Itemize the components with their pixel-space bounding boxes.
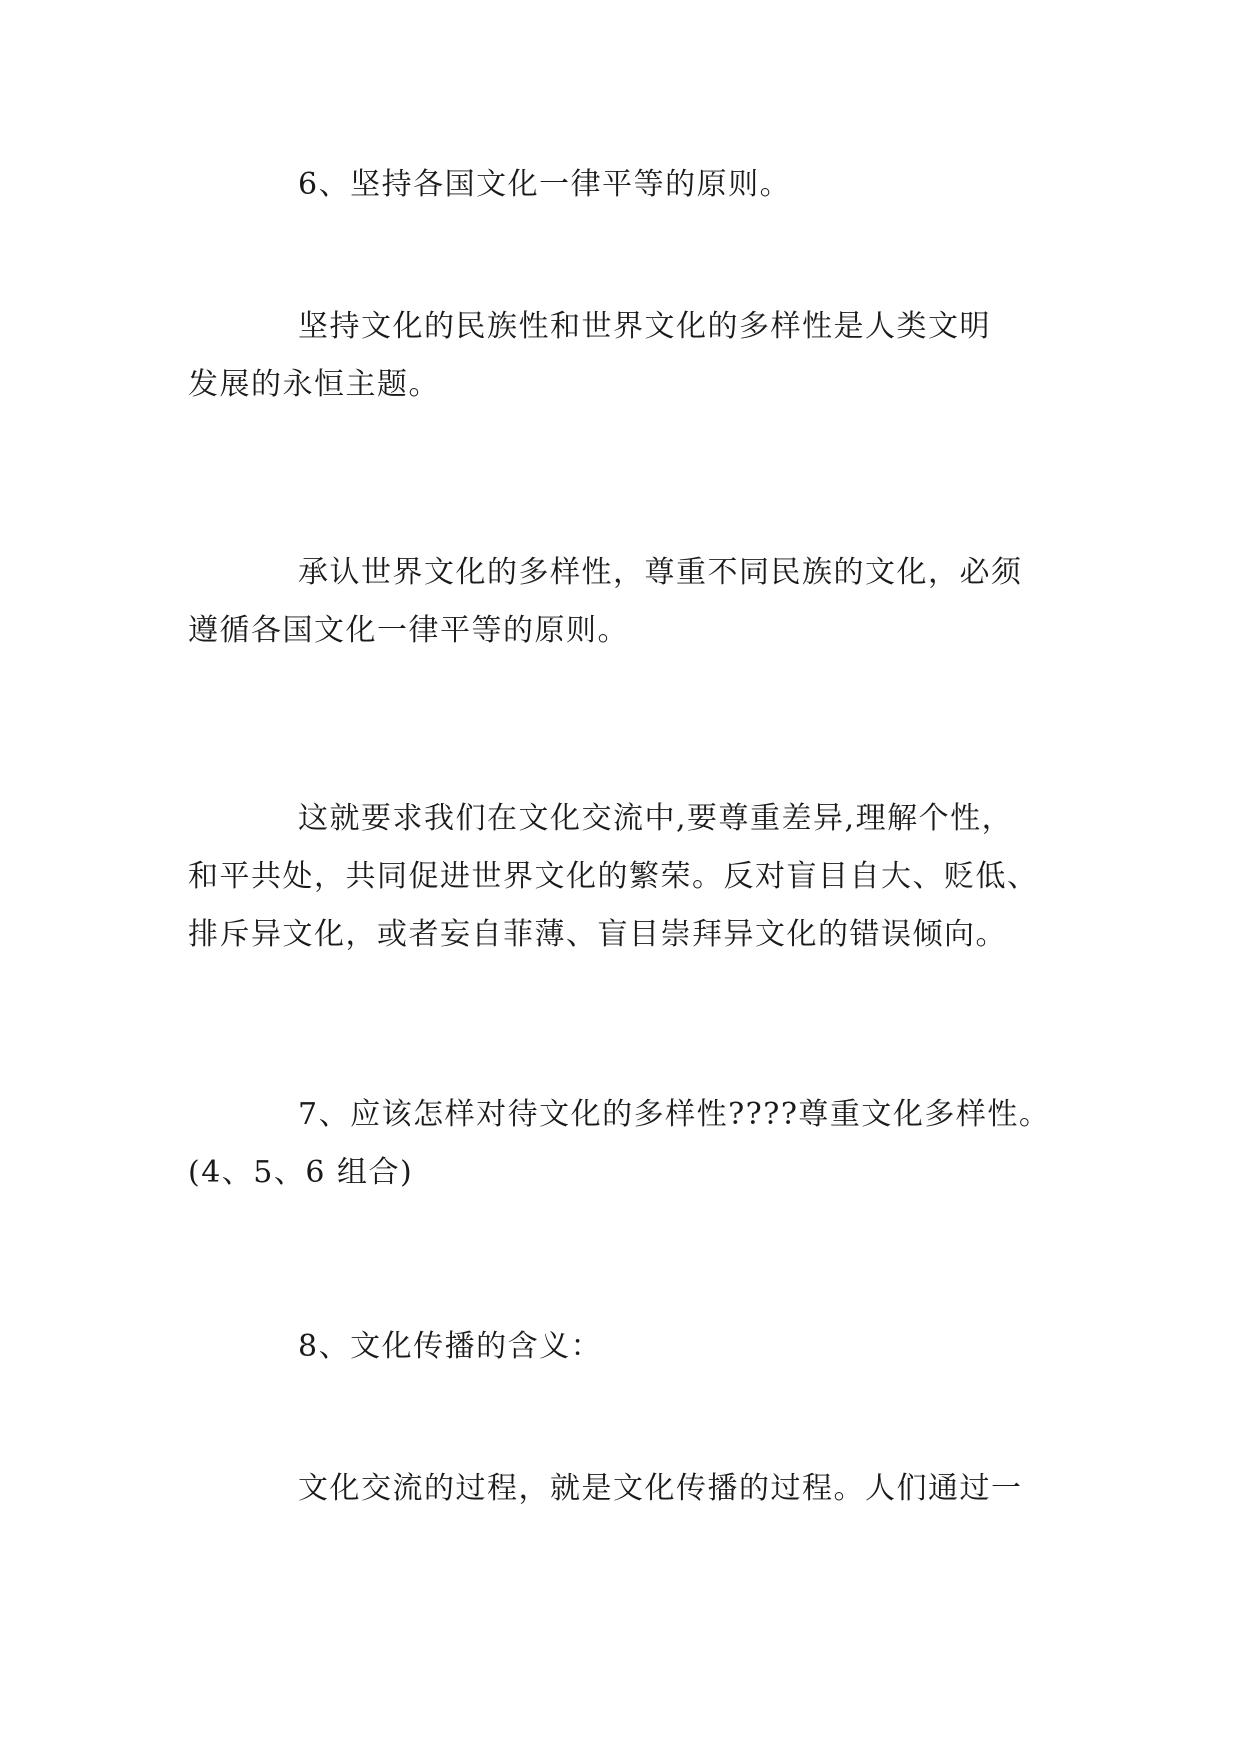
paragraph-cultural-exchange: [188, 790, 1068, 964]
text-line: 承认世界文化的多样性，尊重不同民族的文化，必须: [298, 555, 1023, 590]
text-line: 排斥异文化，或者妄自菲薄、盲目崇拜异文化的错误倾向。: [188, 917, 1007, 952]
text-line: 7、应该怎样对待文化的多样性????尊重文化多样性。: [298, 1097, 1051, 1132]
paragraph-diversity-theme: [188, 298, 1068, 414]
text-line: 8、文化传播的含义：: [298, 1329, 603, 1364]
text-line: 和平共处，共同促进世界文化的繁荣。反对盲目自大、贬低、: [188, 859, 1039, 894]
text-line: (4、5、6 组合): [188, 1155, 414, 1190]
text-line: 这就要求我们在文化交流中,要尊重差异,理解个性，: [298, 801, 1014, 836]
text-line: 6、坚持各国文化一律平等的原则。: [298, 167, 792, 202]
text-line: 发展的永恒主题。: [188, 367, 440, 402]
text-line: 坚持文化的民族性和世界文化的多样性是人类文明: [298, 309, 991, 344]
paragraph-treat-diversity: [188, 1086, 1068, 1202]
paragraph-transmission-definition: [188, 1460, 1068, 1518]
paragraph-principle-heading: [188, 156, 1068, 214]
text-line: 遵循各国文化一律平等的原则。: [188, 613, 629, 648]
text-line: 文化交流的过程，就是文化传播的过程。人们通过一: [298, 1471, 1023, 1506]
paragraph-transmission-heading: [188, 1318, 1068, 1376]
paragraph-recognize-diversity: [188, 544, 1068, 660]
